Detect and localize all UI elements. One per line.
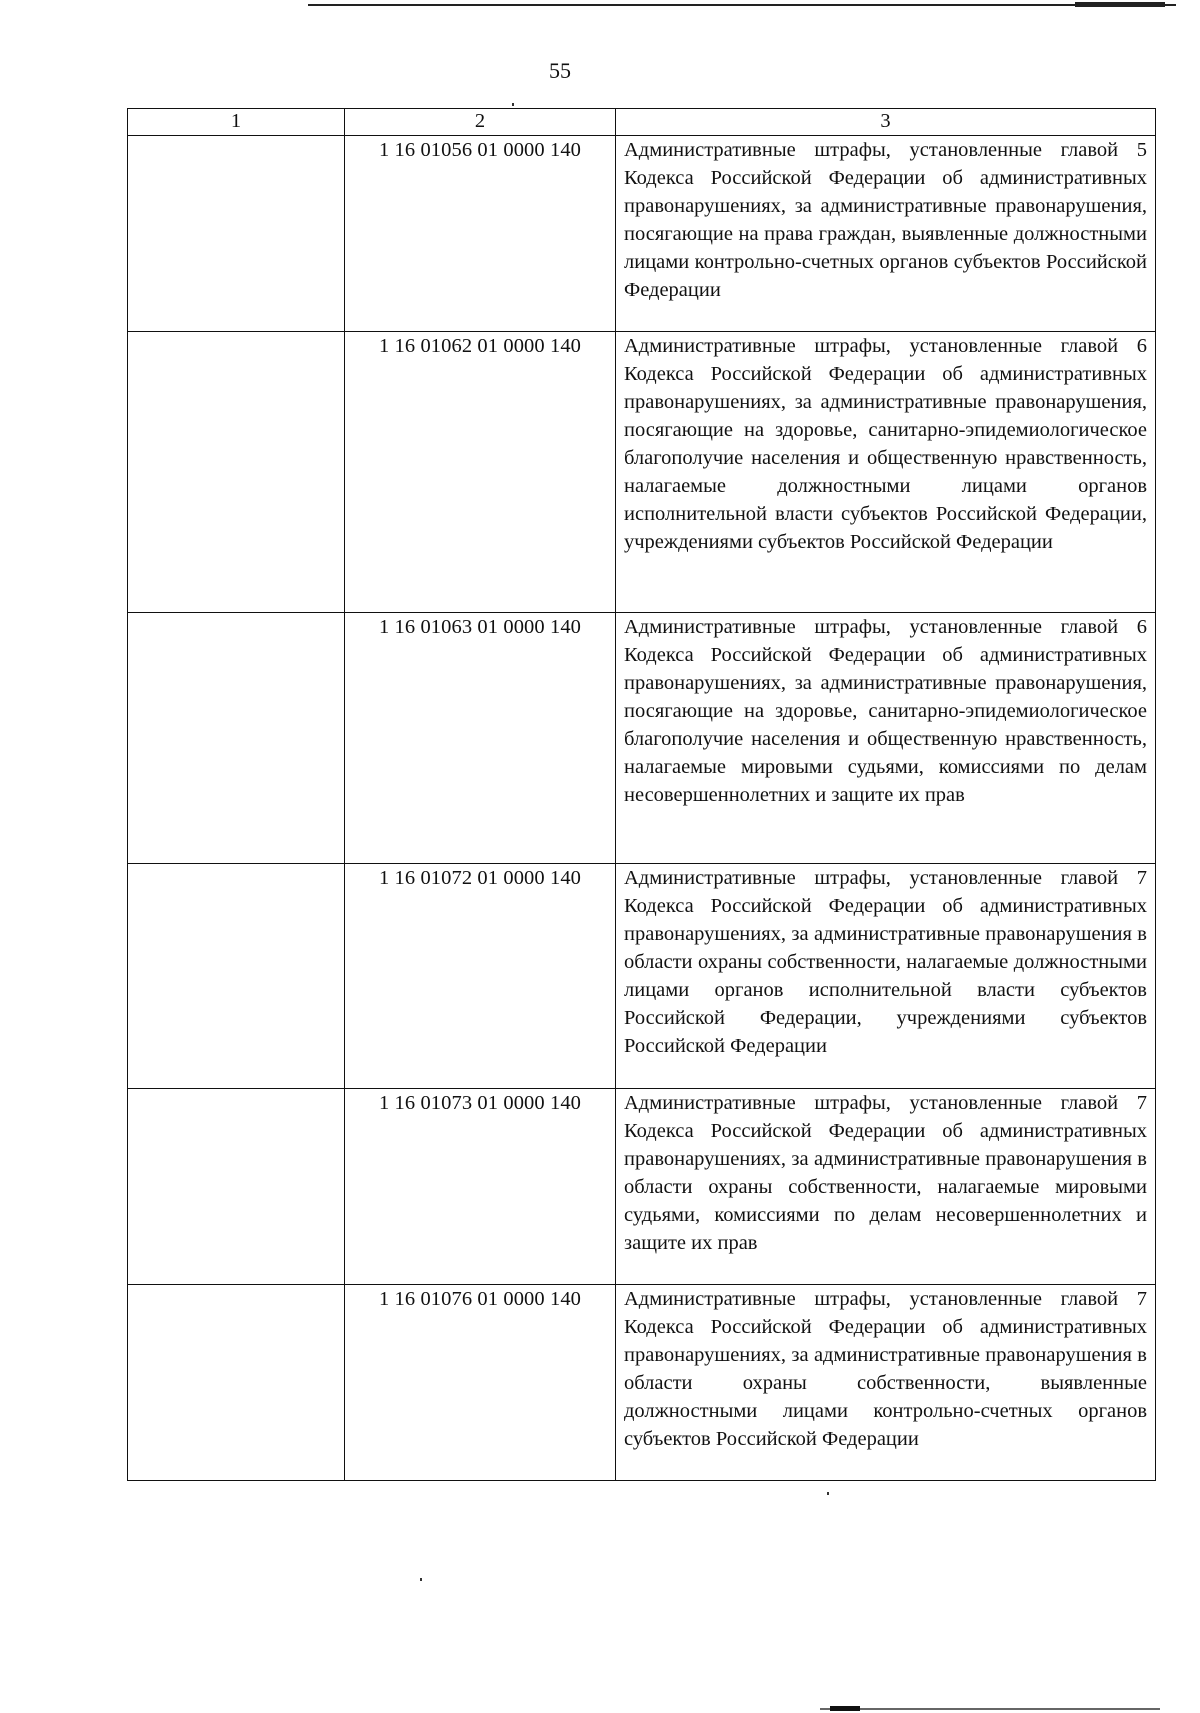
table-row: [128, 613, 1156, 864]
description-text: Административные штрафы, установленные главой 5 Кодекса Российской Федерации об административных правонарушениях, за административные правонарушения, посягающие на права граждан, выявленные должностными лицами контрольно-счетных органов субъектов Российской Федерации: [624, 139, 1147, 301]
description-cell: [616, 1089, 1156, 1285]
description-text: Административные штрафы, установленные главой 7 Кодекса Российской Федерации об административных правонарушениях, за административные правонарушения в области охраны собственности, выявленные должностными лицами контрольно-счетных органов субъектов Российской Федерации: [624, 1288, 1147, 1450]
table-row: [128, 136, 1156, 332]
description-text: Административные штрафы, установленные главой 7 Кодекса Российской Федерации об административных правонарушениях, за административные правонарушения в области охраны собственности, налагаемые мировыми судьями, комиссиями по делам несовершеннолетних и защите их прав: [624, 1092, 1147, 1254]
budget-code-cell: 1 16 01056 01 0000 140: [345, 136, 616, 332]
budget-code-cell: 1 16 01073 01 0000 140: [345, 1089, 616, 1285]
row-col1-cell: [128, 1089, 345, 1285]
scan-speck: [827, 1492, 829, 1495]
table-row: [128, 332, 1156, 613]
scan-bottom-mark: [830, 1706, 860, 1711]
description-cell: [616, 136, 1156, 332]
column-header-3: 3: [616, 109, 1156, 136]
table-row: [128, 1089, 1156, 1285]
description-text: Административные штрафы, установленные главой 7 Кодекса Российской Федерации об административных правонарушениях, за административные правонарушения в области охраны собственности, налагаемые должностными лицами органов исполнительной власти субъектов Российской Федерации, учреждениями субъектов Российской Федерации: [624, 867, 1147, 1057]
table-row: [128, 864, 1156, 1089]
description-cell: [616, 864, 1156, 1089]
row-col1-cell: [128, 1285, 345, 1481]
page-number: 55: [549, 58, 571, 83]
scan-top-mark: [1075, 2, 1165, 7]
table-body: [128, 136, 1156, 1481]
budget-code-cell: 1 16 01076 01 0000 140: [345, 1285, 616, 1481]
column-header-1: 1: [128, 109, 345, 136]
scan-bottom-edge: [820, 1708, 1160, 1710]
table-header-row: [128, 109, 1156, 136]
row-col1-cell: [128, 864, 345, 1089]
description-cell: [616, 1285, 1156, 1481]
scan-speck: [512, 103, 514, 106]
budget-code-cell: 1 16 01062 01 0000 140: [345, 332, 616, 613]
row-col1-cell: [128, 136, 345, 332]
description-cell: [616, 613, 1156, 864]
budget-code-cell: 1 16 01063 01 0000 140: [345, 613, 616, 864]
description-text: Административные штрафы, установленные главой 6 Кодекса Российской Федерации об административных правонарушениях, за административные правонарушения, посягающие на здоровье, санитарно-эпидемиологическое благополучие населения и общественную нравственность, налагаемые мировыми судьями, комиссиями по делам несовершеннолетних и защите их прав: [624, 616, 1147, 806]
column-header-2: 2: [345, 109, 616, 136]
budget-codes-table: [127, 108, 1156, 1481]
description-text: Административные штрафы, установленные главой 6 Кодекса Российской Федерации об административных правонарушениях, за административные правонарушения, посягающие на здоровье, санитарно-эпидемиологическое благополучие населения и общественную нравственность, налагаемые должностными лицами органов исполнительной власти субъектов Российской Федерации, учреждениями субъектов Российской Федерации: [624, 335, 1147, 553]
table-row: [128, 1285, 1156, 1481]
row-col1-cell: [128, 613, 345, 864]
scan-speck: [420, 1578, 422, 1581]
budget-code-cell: 1 16 01072 01 0000 140: [345, 864, 616, 1089]
row-col1-cell: [128, 332, 345, 613]
description-cell: [616, 332, 1156, 613]
scan-top-edge: [308, 4, 1176, 6]
